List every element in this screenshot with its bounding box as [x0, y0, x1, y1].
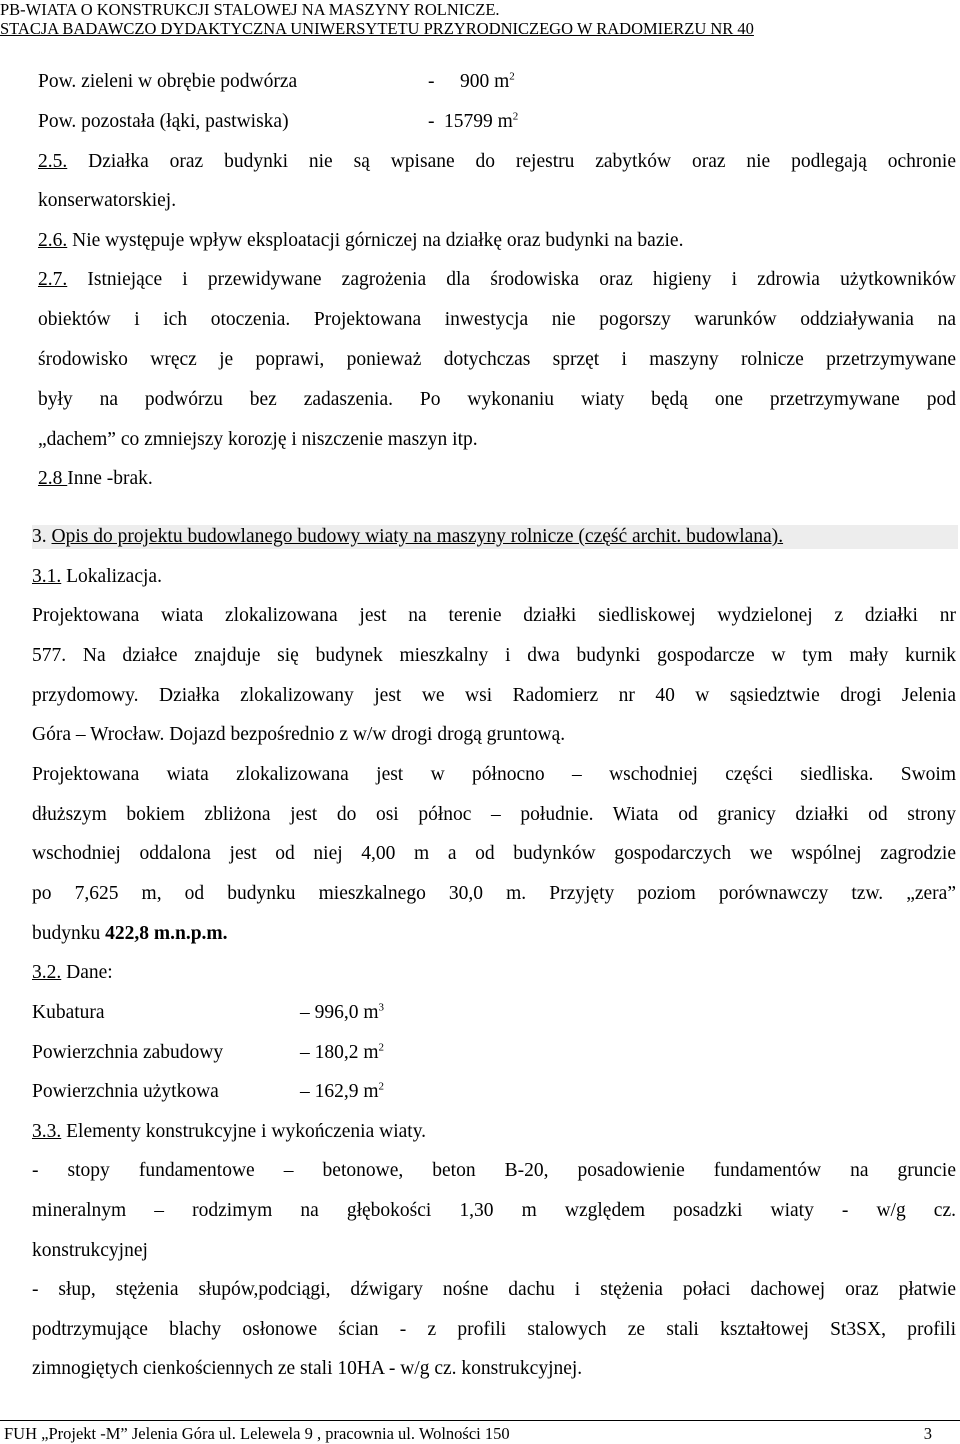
data-row-zabudowa: Powierzchnia zabudowy – 180,2 $m^2$ [32, 1041, 385, 1063]
page-number: 3 [923, 1424, 932, 1443]
section-3-2-heading: 3.2. Dane: [32, 962, 113, 983]
section-2-7-line4: były na podwórzu bez zadaszenia. Po wykonaniu wiaty będą one przetrzymywane pod [38, 389, 956, 410]
section-2-7-line3: środowisko wręcz je poprawi, ponieważ dotychczas sprzęt i maszyny rolnicze przetrzymywane [38, 349, 956, 370]
section-3-3-b-line1: - słup, stężenia słupów,podciągi, dźwigary nośne dachu i stężenia połaci dachowej oraz płatwie [32, 1279, 956, 1300]
section-3-3-b-line3: zimnogiętych cienkościennych ze stali 10HA - w/g cz. konstrukcyjnej. [32, 1358, 583, 1379]
area-green-label: Pow. zieleni w obrębie podwórza [38, 71, 298, 92]
area-green-value: 900 $m^2$ [460, 70, 515, 92]
section-2-5-line1: 2.5. Działka oraz budynki nie są wpisane do rejestru zabytków oraz nie podlegają ochronie [38, 151, 956, 172]
section-2-7-line5: „dachem” co zmniejszy korozję i niszczenie maszyn itp. [38, 429, 478, 450]
page-header [0, 0, 754, 38]
area-other [38, 110, 519, 134]
section-2-7-line2: obiektów i ich otoczenia. Projektowana inwestycja nie pogorszy warunków oddziaływania na [38, 309, 956, 330]
section-3-1-p1-line3: przydomowy. Działka zlokalizowany jest we wsi Radomierz nr 40 w sąsiedztwie drogi Jelenia [32, 685, 956, 706]
footer-text: FUH „Projekt -M” Jelenia Góra ul. Lelewela 9 , pracownia ul. Wolności 150 [4, 1424, 510, 1443]
header-subtitle: STACJA BADAWCZO DYDAKTYCZNA UNIWERSYTETU PRZYRODNICZEGO W RADOMIERZU NR 40 [0, 19, 754, 38]
section-3-1-p1-line1: Projektowana wiata zlokalizowana jest na terenie działki siedliskowej wydzielonej z działki nr [32, 605, 956, 626]
section-2-6: 2.6. Nie występuje wpływ eksploatacji górniczej na działkę oraz budynki na bazie. [38, 230, 684, 251]
area-other-dash: - [428, 111, 435, 132]
section-3-3-a-line3: konstrukcyjnej [32, 1240, 148, 1261]
data-row-uzytkowa: Powierzchnia użytkowa – 162,9 $m^2$ [32, 1080, 385, 1102]
data-value-kubatura: – 996,0 $m^3$ [300, 1001, 385, 1023]
data-value-uzytkowa: – 162,9 $m^2$ [300, 1080, 385, 1102]
area-green-dash: - [428, 71, 435, 92]
section-2-5-line2: konserwatorskiej. [38, 190, 177, 211]
data-row-kubatura: Kubatura – 996,0 $m^3$ [32, 1001, 385, 1023]
section-3-1-p2-line5: budynku 422,8 m.n.p.m. [32, 923, 228, 944]
area-other-label: Pow. pozostała (łąki, pastwiska) [38, 111, 289, 132]
section-2-8: 2.8 Inne -brak. [38, 468, 153, 489]
header-title: PB-WIATA O KONSTRUKCJI STALOWEJ NA MASZYNY ROLNICZE. [0, 0, 500, 19]
page-footer [0, 1420, 960, 1443]
section-2-7-line1: 2.7. Istniejące i przewidywane zagrożenia dla środowiska oraz higieny i zdrowia użytkowników [38, 269, 956, 290]
section-3-1-p2-line4: po 7,625 m, od budynku mieszkalnego 30,0 m. Przyjęty poziom porównawczy tzw. „zera” [32, 883, 956, 904]
section-3-1-p2-line3: wschodniej oddalona jest od niej 4,00 m a od budynków gospodarczych we wspólnej zagrodzie [32, 843, 956, 864]
section-3-1-p2-line2: dłuższym bokiem zbliżona jest do osi północ – południe. Wiata od granicy działki od strony [32, 804, 956, 825]
data-value-zabudowa: – 180,2 $m^2$ [300, 1041, 385, 1063]
area-green [38, 70, 515, 94]
section-3-1-heading: 3.1. Lokalizacja. [32, 566, 162, 587]
section-3-1-p1-line2: 577. Na działce znajduje się budynek mieszkalny i dwa budynki gospodarcze w tym mały kurnik [32, 645, 956, 666]
section-3-3-heading: 3.3. Elementy konstrukcyjne i wykończenia wiaty. [32, 1121, 427, 1142]
section-3-3-a-line2: mineralnym – rodzimym na głębokości 1,30 m względem posadzki wiaty - w/g cz. [32, 1200, 956, 1221]
section-3-3-a-line1: - stopy fundamentowe – betonowe, beton B-20, posadowienie fundamentów na gruncie [32, 1160, 956, 1181]
section-3-1-p1-line4: Góra – Wrocław. Dojazd bezpośrednio z w/w drogi drogą gruntową. [32, 724, 566, 745]
area-other-value: 15799 $m^2$ [444, 110, 519, 132]
section-3-heading: 3. Opis do projektu budowlanego budowy wiaty na maszyny rolnicze (część archit. budowlana). [32, 525, 958, 549]
section-3-3-b-line2: podtrzymujące blachy osłonowe ścian - z profili stalowych ze stali kształtowej St3SX, profili [32, 1319, 956, 1340]
section-3-1-p2-line1: Projektowana wiata zlokalizowana jest w północno – wschodniej części siedliska. Swoim [32, 764, 956, 785]
